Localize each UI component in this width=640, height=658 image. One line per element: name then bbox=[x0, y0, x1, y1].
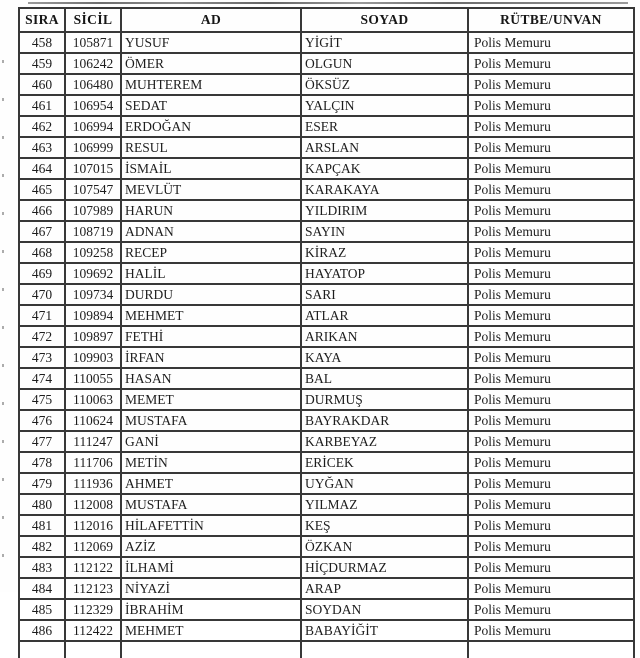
cell-ad: İSMAİL bbox=[121, 158, 301, 179]
cell-rutbe: Polis Memuru bbox=[468, 242, 634, 263]
cell-sira: 482 bbox=[19, 536, 65, 557]
cell-sicil: 112016 bbox=[65, 515, 121, 536]
cell-soyad: BAYRAKDAR bbox=[301, 410, 468, 431]
cell-ad: YUSUF bbox=[121, 32, 301, 53]
cell-sicil: 106242 bbox=[65, 53, 121, 74]
cell-rutbe: Polis Memuru bbox=[468, 200, 634, 221]
cell-sicil: 106480 bbox=[65, 74, 121, 95]
cell-sira: 459 bbox=[19, 53, 65, 74]
cell-soyad: ATLAR bbox=[301, 305, 468, 326]
cell-rutbe: Polis Memuru bbox=[468, 263, 634, 284]
cell-sicil: 112069 bbox=[65, 536, 121, 557]
cell-sira: 469 bbox=[19, 263, 65, 284]
table-row bbox=[19, 368, 634, 389]
cell-ad: İLHAMİ bbox=[121, 557, 301, 578]
cell-sicil: 109734 bbox=[65, 284, 121, 305]
cell-soyad: SAYIN bbox=[301, 221, 468, 242]
cell-sira: 481 bbox=[19, 515, 65, 536]
table-row bbox=[19, 158, 634, 179]
cell-ad: MEVLÜT bbox=[121, 179, 301, 200]
cell-soyad: KARAKAYA bbox=[301, 179, 468, 200]
cell-sicil: 106999 bbox=[65, 137, 121, 158]
cell-ad: DURDU bbox=[121, 284, 301, 305]
cell-rutbe: Polis Memuru bbox=[468, 431, 634, 452]
column-header-sira: SIRA bbox=[19, 8, 65, 32]
cell-ad: RESUL bbox=[121, 137, 301, 158]
cell-sira: 480 bbox=[19, 494, 65, 515]
table-row bbox=[19, 389, 634, 410]
cell-rutbe: Polis Memuru bbox=[468, 179, 634, 200]
table-row bbox=[19, 347, 634, 368]
cell-sira: 471 bbox=[19, 305, 65, 326]
cell-sira: 458 bbox=[19, 32, 65, 53]
cell-sicil: 106954 bbox=[65, 95, 121, 116]
table-row bbox=[19, 179, 634, 200]
cell-rutbe: Polis Memuru bbox=[468, 452, 634, 473]
cell-soyad: KAYA bbox=[301, 347, 468, 368]
cell-sicil: 112122 bbox=[65, 557, 121, 578]
cell-ad: MUSTAFA bbox=[121, 494, 301, 515]
column-header-rutbe: RÜTBE/UNVAN bbox=[468, 8, 634, 32]
table-row bbox=[19, 578, 634, 599]
table-row bbox=[19, 74, 634, 95]
table-row bbox=[19, 53, 634, 74]
cell-sira: 479 bbox=[19, 473, 65, 494]
cell-sicil: 107015 bbox=[65, 158, 121, 179]
cell-sicil: 111936 bbox=[65, 473, 121, 494]
cell-sira: 475 bbox=[19, 389, 65, 410]
partial-cell bbox=[65, 641, 121, 658]
cell-sira: 466 bbox=[19, 200, 65, 221]
cell-soyad: DURMUŞ bbox=[301, 389, 468, 410]
cell-sira: 468 bbox=[19, 242, 65, 263]
cell-sira: 465 bbox=[19, 179, 65, 200]
cell-sicil: 110063 bbox=[65, 389, 121, 410]
cell-sicil: 110055 bbox=[65, 368, 121, 389]
cell-soyad: ERİCEK bbox=[301, 452, 468, 473]
cell-sicil: 109894 bbox=[65, 305, 121, 326]
partial-cell bbox=[121, 641, 301, 658]
column-header-sicil: SİCİL bbox=[65, 8, 121, 32]
cell-rutbe: Polis Memuru bbox=[468, 95, 634, 116]
table-body bbox=[19, 32, 634, 641]
cell-soyad: YİGİT bbox=[301, 32, 468, 53]
cell-soyad: KAPÇAK bbox=[301, 158, 468, 179]
cell-ad: HARUN bbox=[121, 200, 301, 221]
scan-artifact-line bbox=[28, 2, 628, 4]
cell-sicil: 109692 bbox=[65, 263, 121, 284]
table-row bbox=[19, 536, 634, 557]
cell-ad: SEDAT bbox=[121, 95, 301, 116]
cell-sicil: 105871 bbox=[65, 32, 121, 53]
cell-soyad: HİÇDURMAZ bbox=[301, 557, 468, 578]
cell-rutbe: Polis Memuru bbox=[468, 536, 634, 557]
table-row bbox=[19, 137, 634, 158]
cell-rutbe: Polis Memuru bbox=[468, 305, 634, 326]
cell-sicil: 112123 bbox=[65, 578, 121, 599]
cell-ad: GANİ bbox=[121, 431, 301, 452]
cell-sira: 467 bbox=[19, 221, 65, 242]
cell-soyad: ESER bbox=[301, 116, 468, 137]
cell-sira: 485 bbox=[19, 599, 65, 620]
cell-ad: HASAN bbox=[121, 368, 301, 389]
cell-soyad: YILDIRIM bbox=[301, 200, 468, 221]
cell-ad: FETHİ bbox=[121, 326, 301, 347]
cell-rutbe: Polis Memuru bbox=[468, 599, 634, 620]
cell-rutbe: Polis Memuru bbox=[468, 578, 634, 599]
table-row bbox=[19, 32, 634, 53]
cell-sira: 472 bbox=[19, 326, 65, 347]
cell-ad: İRFAN bbox=[121, 347, 301, 368]
table-row bbox=[19, 620, 634, 641]
cell-sira: 461 bbox=[19, 95, 65, 116]
cell-rutbe: Polis Memuru bbox=[468, 473, 634, 494]
cell-rutbe: Polis Memuru bbox=[468, 116, 634, 137]
cell-ad: ÖMER bbox=[121, 53, 301, 74]
cell-soyad: ÖKSÜZ bbox=[301, 74, 468, 95]
cell-sicil: 109258 bbox=[65, 242, 121, 263]
cell-soyad: YILMAZ bbox=[301, 494, 468, 515]
cell-ad: AZİZ bbox=[121, 536, 301, 557]
cell-rutbe: Polis Memuru bbox=[468, 53, 634, 74]
table-row bbox=[19, 431, 634, 452]
cell-sira: 486 bbox=[19, 620, 65, 641]
table-row bbox=[19, 95, 634, 116]
cell-ad: İBRAHİM bbox=[121, 599, 301, 620]
table-row bbox=[19, 242, 634, 263]
cell-soyad: HAYATOP bbox=[301, 263, 468, 284]
cell-sicil: 108719 bbox=[65, 221, 121, 242]
table-row bbox=[19, 263, 634, 284]
cell-sira: 462 bbox=[19, 116, 65, 137]
cell-rutbe: Polis Memuru bbox=[468, 32, 634, 53]
cell-sira: 476 bbox=[19, 410, 65, 431]
cell-sicil: 112329 bbox=[65, 599, 121, 620]
cell-rutbe: Polis Memuru bbox=[468, 347, 634, 368]
cell-rutbe: Polis Memuru bbox=[468, 158, 634, 179]
cell-soyad: ÖZKAN bbox=[301, 536, 468, 557]
cell-ad: AHMET bbox=[121, 473, 301, 494]
partial-cell bbox=[19, 641, 65, 658]
table-row bbox=[19, 557, 634, 578]
cell-sicil: 109903 bbox=[65, 347, 121, 368]
table-row bbox=[19, 326, 634, 347]
cell-ad: MEHMET bbox=[121, 620, 301, 641]
table-row bbox=[19, 305, 634, 326]
cell-ad: MEMET bbox=[121, 389, 301, 410]
cell-sira: 473 bbox=[19, 347, 65, 368]
cell-ad: ADNAN bbox=[121, 221, 301, 242]
table-row bbox=[19, 515, 634, 536]
cell-sira: 477 bbox=[19, 431, 65, 452]
cell-ad: NİYAZİ bbox=[121, 578, 301, 599]
table-row bbox=[19, 599, 634, 620]
table-row bbox=[19, 410, 634, 431]
cell-soyad: UYĞAN bbox=[301, 473, 468, 494]
cell-rutbe: Polis Memuru bbox=[468, 221, 634, 242]
cell-ad: MUHTEREM bbox=[121, 74, 301, 95]
cell-ad: HİLAFETTİN bbox=[121, 515, 301, 536]
cell-sicil: 112422 bbox=[65, 620, 121, 641]
cell-rutbe: Polis Memuru bbox=[468, 284, 634, 305]
cell-sicil: 109897 bbox=[65, 326, 121, 347]
table-row bbox=[19, 116, 634, 137]
cell-sicil: 111706 bbox=[65, 452, 121, 473]
cell-sira: 470 bbox=[19, 284, 65, 305]
cell-sicil: 106994 bbox=[65, 116, 121, 137]
cell-soyad: BABAYİĞİT bbox=[301, 620, 468, 641]
cell-ad: METİN bbox=[121, 452, 301, 473]
cell-sira: 463 bbox=[19, 137, 65, 158]
table-header-row bbox=[19, 8, 634, 32]
cell-sira: 484 bbox=[19, 578, 65, 599]
cell-ad: ERDOĞAN bbox=[121, 116, 301, 137]
cell-sira: 464 bbox=[19, 158, 65, 179]
cell-rutbe: Polis Memuru bbox=[468, 410, 634, 431]
cell-soyad: KEŞ bbox=[301, 515, 468, 536]
cell-rutbe: Polis Memuru bbox=[468, 515, 634, 536]
cell-sicil: 107989 bbox=[65, 200, 121, 221]
cell-rutbe: Polis Memuru bbox=[468, 74, 634, 95]
cell-soyad: YALÇIN bbox=[301, 95, 468, 116]
cell-rutbe: Polis Memuru bbox=[468, 557, 634, 578]
cell-soyad: ARSLAN bbox=[301, 137, 468, 158]
cell-rutbe: Polis Memuru bbox=[468, 137, 634, 158]
cell-soyad: KİRAZ bbox=[301, 242, 468, 263]
table-row bbox=[19, 221, 634, 242]
scan-edge-noise bbox=[2, 60, 4, 560]
personnel-table bbox=[18, 7, 635, 658]
cell-soyad: SOYDAN bbox=[301, 599, 468, 620]
cell-rutbe: Polis Memuru bbox=[468, 389, 634, 410]
cell-soyad: KARBEYAZ bbox=[301, 431, 468, 452]
cell-sira: 474 bbox=[19, 368, 65, 389]
table-row bbox=[19, 494, 634, 515]
cell-soyad: ARAP bbox=[301, 578, 468, 599]
partial-next-row bbox=[19, 641, 634, 658]
cell-sicil: 112008 bbox=[65, 494, 121, 515]
table-row bbox=[19, 284, 634, 305]
cell-soyad: ARIKAN bbox=[301, 326, 468, 347]
cell-sicil: 110624 bbox=[65, 410, 121, 431]
cell-ad: HALİL bbox=[121, 263, 301, 284]
cell-soyad: SARI bbox=[301, 284, 468, 305]
cell-soyad: BAL bbox=[301, 368, 468, 389]
cell-ad: MUSTAFA bbox=[121, 410, 301, 431]
cell-sira: 483 bbox=[19, 557, 65, 578]
table-row bbox=[19, 200, 634, 221]
cell-rutbe: Polis Memuru bbox=[468, 620, 634, 641]
table-row bbox=[19, 452, 634, 473]
cell-rutbe: Polis Memuru bbox=[468, 326, 634, 347]
column-header-soyad: SOYAD bbox=[301, 8, 468, 32]
cell-sira: 478 bbox=[19, 452, 65, 473]
partial-cell bbox=[301, 641, 468, 658]
cell-sicil: 111247 bbox=[65, 431, 121, 452]
cell-rutbe: Polis Memuru bbox=[468, 494, 634, 515]
cell-sira: 460 bbox=[19, 74, 65, 95]
cell-sicil: 107547 bbox=[65, 179, 121, 200]
partial-cell bbox=[468, 641, 634, 658]
column-header-ad: AD bbox=[121, 8, 301, 32]
cell-soyad: OLGUN bbox=[301, 53, 468, 74]
cell-rutbe: Polis Memuru bbox=[468, 368, 634, 389]
cell-ad: MEHMET bbox=[121, 305, 301, 326]
cell-ad: RECEP bbox=[121, 242, 301, 263]
table-row bbox=[19, 473, 634, 494]
